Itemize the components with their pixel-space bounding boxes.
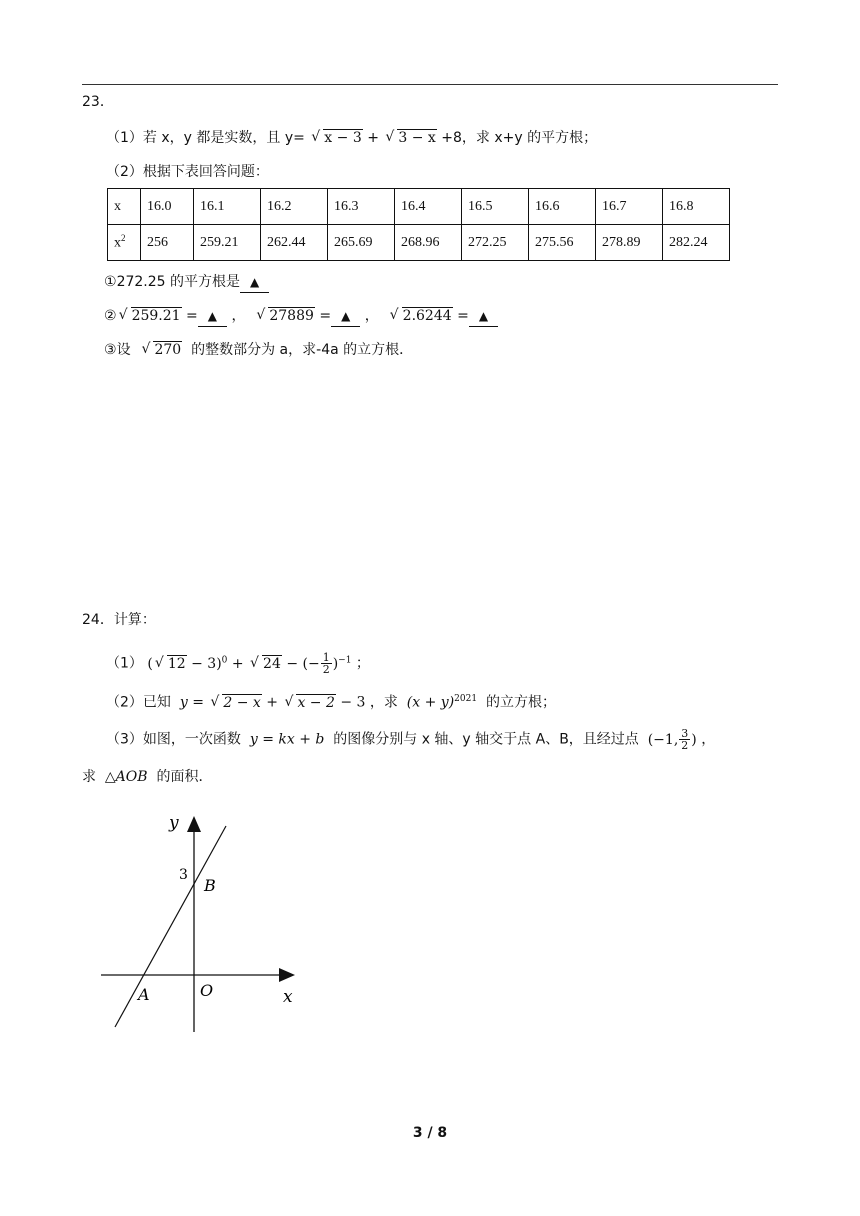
answer-blank: ▲ xyxy=(469,306,498,327)
sqrt-3-minus-x: √ 3 − x xyxy=(385,128,436,148)
triangle-aob: △AOB xyxy=(104,769,148,785)
table-cell: 275.56 xyxy=(529,225,596,261)
tick-label-3: 3 xyxy=(179,867,188,883)
y-equals: y = xyxy=(179,694,209,711)
part3-end: ， xyxy=(701,731,716,748)
y-axis-arrow xyxy=(187,816,201,832)
exponent: 2021 xyxy=(454,694,478,704)
y-axis-label: y xyxy=(169,813,179,833)
table-cell: 282.24 xyxy=(663,225,730,261)
header-rule xyxy=(82,84,778,85)
equals: = xyxy=(186,308,198,324)
part1-expr: (√ 12 − 3)$^0$ + √ 24 − (− $\frac{1}{2}$ )$^{-1}$ xyxy=(147,656,351,672)
part1-end: ； xyxy=(355,655,370,672)
table-cell: 262.44 xyxy=(261,225,328,261)
sub3-suffix: 的整数部分为 a，求-4a 的立方根． xyxy=(191,342,414,358)
part2-label: （2）已知 xyxy=(106,694,171,711)
q24-part2 xyxy=(106,689,556,713)
sub3-prefix: 设 xyxy=(116,342,131,358)
table-cell: 16.5 xyxy=(462,189,529,225)
part2-mid: ，求 xyxy=(369,694,398,711)
point-coords: (−1, $\frac{3}{2}$ ) xyxy=(647,727,697,752)
q24-part3-line2 xyxy=(82,767,212,787)
linear-function: y = kx + b xyxy=(249,731,325,748)
line2-suffix: 的面积． xyxy=(156,769,213,785)
coordinate-figure xyxy=(95,810,315,1040)
x-plus-y-expr: (x + y) xyxy=(406,694,455,711)
minus-3: − 3 xyxy=(335,694,366,711)
table-cell: 265.69 xyxy=(328,225,395,261)
q23-sub3 xyxy=(104,340,413,360)
circled-3: ③ xyxy=(104,342,117,358)
q23-part2-label: （2）根据下表回答问题： xyxy=(106,164,269,180)
part2-suffix: 的立方根； xyxy=(485,694,556,711)
circled-2: ② xyxy=(104,308,117,324)
part3-mid: 的图像分别与 x 轴、y 轴交于点 A、B，且经过点 xyxy=(333,731,639,748)
table-row-x xyxy=(108,189,730,225)
table-cell: 16.0 xyxy=(141,189,194,225)
q23-part1 xyxy=(106,128,597,148)
q24-part1 xyxy=(106,650,370,675)
table-cell: 16.7 xyxy=(596,189,663,225)
table-row-x-squared xyxy=(108,225,730,261)
table-cell: 278.89 xyxy=(596,225,663,261)
table-cell: 16.3 xyxy=(328,189,395,225)
table-cell: 259.21 xyxy=(194,225,261,261)
separator: ， xyxy=(231,308,246,324)
table-cell: 16.4 xyxy=(395,189,462,225)
sqrt-270: √ 270 xyxy=(141,340,182,360)
answer-blank: ▲ xyxy=(331,306,360,327)
sqrt-x-minus-2: √ x − 2 xyxy=(284,693,335,713)
table-cell: 16.1 xyxy=(194,189,261,225)
equals: = xyxy=(319,308,332,324)
table-cell: 16.8 xyxy=(663,189,730,225)
sqrt-2-6244: √ 2.6244 xyxy=(390,306,453,326)
x-axis-label: x xyxy=(283,987,293,1007)
page-number: 3 / 8 xyxy=(412,1125,448,1141)
x-axis-arrow xyxy=(279,968,295,982)
table-cell: 256 xyxy=(141,225,194,261)
table-header-x-squared: $x^2$ xyxy=(108,225,141,261)
sqrt-2-minus-x: √ 2 − x xyxy=(210,693,261,713)
plus-sign: + xyxy=(261,694,283,711)
q23-sub1 xyxy=(104,272,269,293)
sqrt-x-minus-3: √ x − 3 xyxy=(311,128,362,148)
separator: ， xyxy=(364,308,379,324)
circled-1: ① xyxy=(104,274,117,290)
equals: = xyxy=(457,308,469,324)
q23-sub2 xyxy=(104,306,498,327)
point-b-label: B xyxy=(204,876,216,895)
line2-prefix: 求 xyxy=(82,769,96,785)
q23-number: 23． xyxy=(82,94,114,110)
table-cell: 16.6 xyxy=(529,189,596,225)
sqrt-259-21: √ 259.21 xyxy=(119,306,182,326)
table-header-x: x xyxy=(108,189,141,225)
q24-part3 xyxy=(106,728,715,751)
q24-number: 24．计算： xyxy=(82,612,156,628)
part1-label: （1） xyxy=(106,655,143,672)
origin-label: O xyxy=(200,981,214,1000)
table-cell: 16.2 xyxy=(261,189,328,225)
part3-label: （3）如图，一次函数 xyxy=(106,731,241,748)
plus-sign: + xyxy=(367,130,379,146)
q23-part1-suffix: +8，求 x+y 的平方根； xyxy=(441,130,598,146)
sqrt-27889: √ 27889 xyxy=(256,306,315,326)
answer-blank: ▲ xyxy=(198,306,227,327)
q23-part1-prefix: （1）若 x，y 都是实数，且 y= xyxy=(106,130,305,146)
squares-table xyxy=(107,188,730,261)
table-cell: 272.25 xyxy=(462,225,529,261)
point-a-label: A xyxy=(138,985,150,1004)
table-cell: 268.96 xyxy=(395,225,462,261)
sub1-text: 272.25 的平方根是 xyxy=(116,274,240,290)
answer-blank: ▲ xyxy=(240,272,269,293)
